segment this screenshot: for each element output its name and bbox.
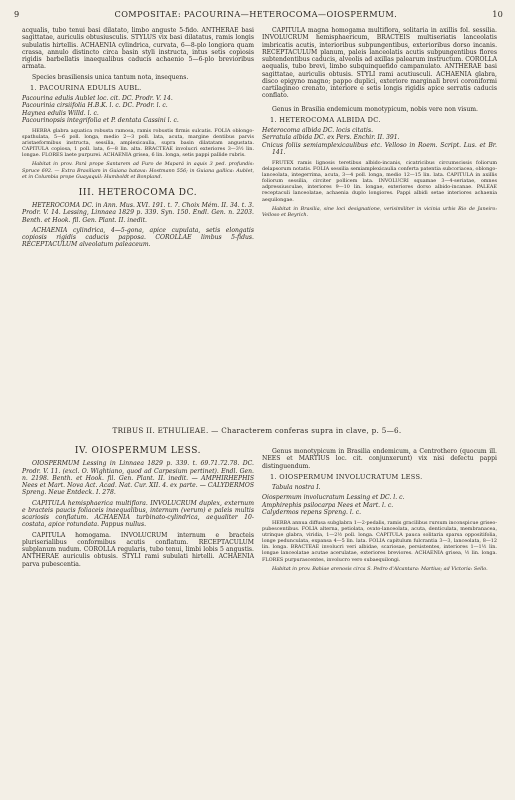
plate-reference: Tabula nostra I.: [272, 484, 321, 491]
running-header: [14, 8, 503, 20]
tribe-heading: TRIBUS II. ETHULIEAE. — Characterem conferas supra in clave, p. 5—6.: [112, 426, 402, 435]
left-page-number: 9: [14, 9, 20, 19]
species-habitat: Habitat in prov. Bahiae arenosis circa S. Pedro d'Alcantara: Martius; ad Victoria: Sello.: [272, 565, 488, 572]
right-column-bottom: [262, 448, 497, 575]
citation: Amphirephis psilocarpa Nees et Mart. l. c.: [262, 501, 394, 509]
genus-heading-heterocoma: III. HETEROCOMA DC.: [78, 187, 198, 198]
genus-description: CAPITULA homogama. INVOLUCRUM internum e bracteis pluriserialibus conformibus acutis conflatum. RECEPTACULUM subplanum nudum. COROLLA regularis, tubo tenui, limbi lobis 5 angustis. ANTHERAE auriculis obtusis. STYLI rami subulati hirtelli. ACHAENIA parva pubescentia.: [22, 531, 254, 568]
page-title: COMPOSITAE: PACOURINA—HETEROCOMA—OIOSPERMUM.: [114, 9, 398, 19]
genus-citations: HETEROCOMA DC. in Ann. Mus. XVI. 191. t. 7. Choix Mém. II. 34. t. 3. Prodr. V. 14. Lessing, Linnaea 1829 p. 339. Syn. 150. Endl. Gen. n. 2203. Benth. et Hook. fil. Gen. Plant. II. inedit.: [22, 202, 254, 224]
citation: Haynea edulis Willd. l. c.: [22, 109, 99, 117]
species-heading-heterocoma-albida: 1. HETEROCOMA ALBIDA DC.: [270, 115, 381, 124]
citation: Calydermos repens Spreng. l. c.: [262, 508, 362, 516]
genus-heading-oiospermum: IV. OIOSPERMUM LESS.: [74, 446, 202, 456]
citation: Serratula albida DC. ex Pers. Enchir. II. 391.: [262, 134, 400, 142]
species-description: HERBA annua diffusa subglabra 1—2-pedalis, ramis gracilibus rursum inconspicue griseo-pubescentibus. FOLIA alterna, petiolata, ovato-lanceolata, acuta, denticulata, membranacea, utrinque glabra, viridia, 1—2½ poll. longa. CAPITULA pauca solitaria sparsa oppositifolia, longe pedunculata, expansa 4—5 lin. lata. FOLIA capitulum fulcrantia 3—3, lanceolata, 8—12 lin. longa. BRACTEAE involucri veri albidae, scariosae, persistentes, interiores 1—1½ lin. longae lanceolatae acutae acerulatae, exteriores breviores. ACHAENIA grisea, ½ lin. longa. FLORES purpurascentes, involucro vero subaequilongi.: [262, 520, 497, 563]
species-heading-oiospermum-involucratum: 1. OIOSPERMUM INVOLUCRATUM LESS.: [270, 472, 423, 481]
genus-note: Genus monotypicum in Brasilia endemicum, a Centrothero (quocum ill. NEES et MARTIUS loc. cit. conjunxerunt) vix nisi defectu pappi distinguendum.: [262, 448, 497, 470]
species-habitat: Habitat in prov. Pará prope Santarem ad Furo de Mapará in aquis 3 ped. profundis: Spruce 692. — Extra Brasiliam in Guiana batava: Hostmann 556; in Guiana gallica: Aublet, et in Columbia prope Guayaquil: Humboldt et Bonpland.: [22, 161, 254, 180]
right-column-top: [262, 27, 497, 221]
genus-diagnosis: CAPITULA hemisphaerica multiflora. INVOLUCRUM duplex, externum e bracteis paucis foliaceis inaequalibus, internum (verum) e paleis multis scariosis conflatum. ACHAENIA turbinato-cylindrica, aequaliter 10-costata, apice rotundata. Pappus nullus.: [22, 499, 254, 529]
citation: Pacourina edulis Aublet loc. cit. DC. Prodr. V. 14.: [22, 95, 173, 102]
genus-citations: OIOSPERMUM Lessing in Linnaea 1829 p. 339. t. 69.71.72.78. DC. Prodr. V. 11. (excl. O. Wightiano, quod ad Carpesium pertinet). Endl. Gen. n. 2198. Benth. et Hook. fil. Gen. Plant. II. inedit. — AMPHIRHEPHIS Nees et Mart. Nova Act. Acad. Nat. Cur. XII. 4. ex parte. — CALYDERMOS Spreng. Neue Entdeck. I. 278.: [22, 460, 254, 497]
citation: Heterocoma albida DC. locis citatis.: [262, 127, 374, 134]
citation: Pacourinia cirsiifolia H.B.K. l. c. DC. Prodr. l. c.: [22, 102, 168, 110]
species-citations: [22, 95, 254, 124]
left-column-bottom: [22, 448, 254, 571]
species-heading-pacourina-edulis: 1. PACOURINA EDULIS AUBL.: [30, 83, 142, 92]
right-page-number: 10: [492, 9, 503, 19]
genus-diagnosis: ACHAENIA cylindrica, 4—5-gona, apice cupulata, setis elongatis copiosis rigidis caducis papposa. COROLLAE limbus 5-fidus. RECEPTACULUM alveolatum paleaceum.: [22, 226, 254, 249]
species-citations: [262, 127, 497, 156]
citation: Pacourinopsis integrifolia et P. dentata Cassini l. c.: [22, 116, 179, 124]
citation: Oiospermum involucratum Lessing et DC. l. c.: [262, 494, 405, 502]
species-note: Species brasiliensis unica tantum nota, insequens.: [32, 73, 189, 81]
genus-note: Genus in Brasilia endemicum monotypicum, nobis vere non visum.: [272, 105, 478, 113]
citation: Cnicus foliis semiamplexicaulibus etc. Velloso in Roem. Script. Lus. et Br. 141.: [262, 141, 497, 156]
species-habitat: Habitat in Brasilia, sine loci designatione, verisimiliter in vicinia urbis Rio de Janeiro: Velloso et Beyrich.: [262, 205, 497, 218]
species-description: HERBA glabra aquatica robusta ramosa, ramis robustis firmis sulcatis. FOLIA oblongo-spathulata, 5—6 poll. longa, medio 2—3 poll. lata, acuta, margine dentibus parvis aristaeformibus instructa, sessilia, amplexicaulia, supra basin dilatatam angustata. CAPITULA copiosa, 1 poll. lata, 6—8 lin. alta. BRACTEAE involucri exteriores 3—3½ lin. longae. FLORES laete purpurei. ACHAENIA grisea, 6 lin. longa, setis pappi pallide rubris.: [22, 128, 254, 159]
left-column-top: [22, 27, 254, 252]
species-description: FRUTEX ramis lignosis teretibus albido-incanis, cicatricibus circumscissis foliorum delapsorum notatis. FOLIA sessilia semiamplexicaulia conferta patentia subcoriacea, oblongo-lanceolata, integerrima, acuta, 3—4 poll. longa, medio 12—15 lin. lata. CAPITULA in axillis foliorum sessilia, circiter pollicem lata. INVOLUCRI squamae 3—4-seriatae, omnes adpressiusculae, interiores 9—10 lin. longae, exteriores dorso albido-incanae. PALEAE receptaculi lanceolatae, achaenia duplo longiores. Pappi albidi setae interiores achaenia aequilongae.: [262, 160, 497, 203]
pacourina-description: acqualis, tubo tenui basi dilatato, limbo anguste 5-fido. ANTHERAE basi sagittatae, auriculis obtusiusculis. STYLUS vix basi dilatatus, ramis longis subulatis hirtellis. ACHAENIA cylindrica, curvata, 6—8-plo longiora quam crassa, annulo distincto circa basin styli instructa, intus setis copiosis rigidis barbellatis inaequalibus caducis achaenio 5—6-plo brevioribus armata.: [22, 27, 254, 71]
heterocoma-description: CAPITULA magna homogama multiflora, solitaria in axillis fol. sessilia. INVOLUCRUM hemisphaericum, BRACTEIS multiseriatis lanceolatis imbricatis acutis, interioribus subpungentibus, exterioribus dorso incanis. RECEPTACULUM planum, paleis lanceolatis acutis subpungentibus flores subtendentibus caducis, alveolis ad axillas palearum instructum. COROLLA aequalis, tubo brevi, limbo subquinquefido campanulato. ANTHERAE basi sagittatae, auriculis obtusis. STYLI rami acutiusculi. ACHAENIA glabra, disco epigyno magno; pappo duplici, exteriore marginali brevi coroniformi cartilagineo crenato, interiore e setis longis rigidis apice serratis caducis conflato.: [262, 27, 497, 100]
species-citations: [262, 494, 497, 516]
